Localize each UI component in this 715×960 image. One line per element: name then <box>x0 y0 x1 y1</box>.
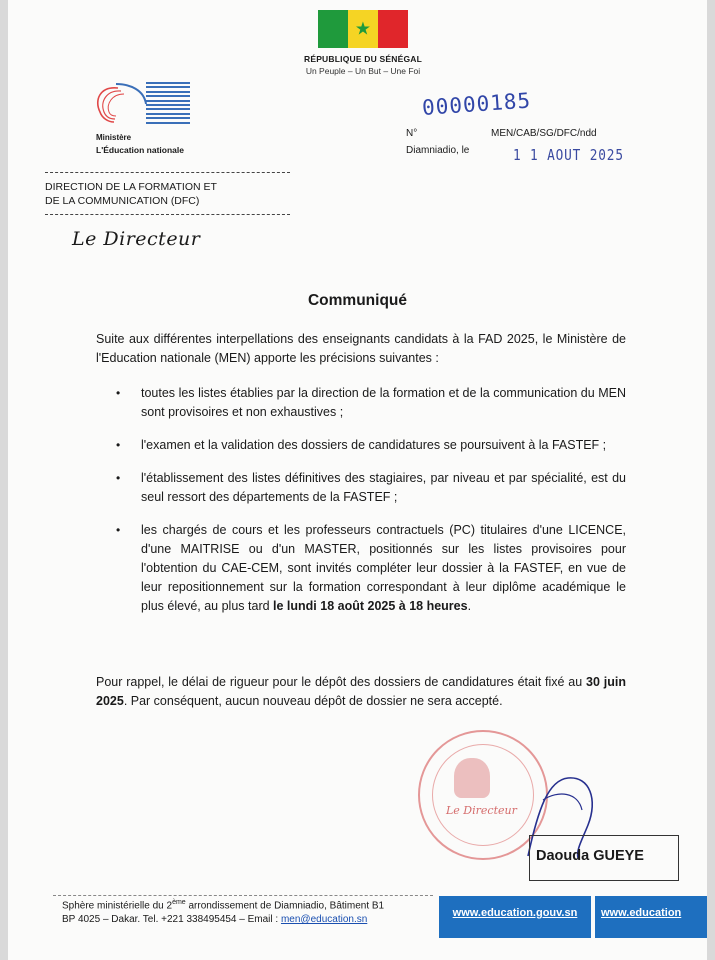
closing-date: 30 juin 2025 <box>96 675 626 708</box>
divider <box>53 895 433 896</box>
email-link[interactable]: men@education.sn <box>280 914 368 925</box>
footer-address: Sphère ministérielle du 2ème arrondissement de Diamniadio, Bâtiment B1 <box>62 899 385 912</box>
bullet-icon: • <box>116 386 121 400</box>
list-item: • les chargés de cours et les professeurs contractuels (PC) titulaires d'une LICENCE, d'une MAITRISE ou d'un MASTER, positionnés sur les listes provisoires pour l'obtention du CAE-CEM, sont invités compléter leur dossier à la FASTEF, en vue de leur repositionnement sur la formation correspondant à leur diplôme académique le plus élevé, au plus tard le lundi 18 août 2025 à 18 heures. <box>116 523 626 613</box>
direction-line-1: DIRECTION DE LA FORMATION ET <box>45 181 217 193</box>
seal-label: Le Directeur <box>446 804 517 817</box>
website-link-secondary[interactable]: www.education <box>595 896 707 938</box>
recall-paragraph: Pour rappel, le délai de rigueur pour le dépôt des dossiers de candidatures était fixé au 30 juin 2025. Par conséquent, aucun nouveau dépôt de dossier ne sera accepté. <box>96 675 626 708</box>
deadline-date: le lundi 18 août 2025 à 18 heures <box>273 599 468 613</box>
reference-place: Diamniadio, le <box>406 145 470 156</box>
star-icon: ★ <box>354 18 372 39</box>
footer-contact: BP 4025 – Dakar. Tel. +221 338495454 – Email : men@education.sn <box>62 914 368 925</box>
divider <box>45 172 290 173</box>
divider <box>45 214 290 215</box>
national-motto: Un Peuple – Un But – Une Foi <box>305 66 421 76</box>
bullet-list <box>116 384 626 630</box>
ministry-logo-icon <box>90 82 190 132</box>
date-stamp: 1 1 AOUT 2025 <box>513 146 624 164</box>
list-item: • l'établissement des listes définitives des stagiaires, par niveau et par spécialité, est du seul ressort des départements de la FASTEF ; <box>116 471 626 504</box>
reference-code: MEN/CAB/SG/DFC/ndd <box>491 128 597 139</box>
bullet-icon: • <box>116 471 121 485</box>
document-page <box>8 0 707 960</box>
reference-number-stamp: 00000185 <box>421 88 532 120</box>
page-title: Communiqué <box>307 292 408 309</box>
list-item: • toutes les listes établies par la direction de la formation et de la communication du MEN sont provisoires et non exhaustives ; <box>116 386 626 419</box>
baobab-icon <box>454 758 490 798</box>
direction-line-2: DE LA COMMUNICATION (DFC) <box>45 195 200 207</box>
senegal-flag-icon <box>318 10 408 48</box>
intro-paragraph: Suite aux différentes interpellations des enseignants candidats à la FAD 2025, le Ministère de l'Education nationale (MEN) apporte les précisions suivantes : <box>96 332 626 365</box>
bullet-icon: • <box>116 523 121 537</box>
republic-name: RÉPUBLIQUE DU SÉNÉGAL <box>303 54 423 64</box>
signatory-title: Le Directeur <box>72 228 201 250</box>
signatory-name: Daouda GUEYE <box>529 835 679 881</box>
list-item: • l'examen et la validation des dossiers de candidatures se poursuivent à la FASTEF ; <box>116 436 626 455</box>
ministry-label: Ministère <box>96 133 132 142</box>
reference-number-label: N° <box>406 128 418 139</box>
bullet-icon: • <box>116 438 121 452</box>
website-link[interactable]: www.education.gouv.sn <box>439 896 591 938</box>
ministry-name: L'Éducation nationale <box>96 145 184 155</box>
